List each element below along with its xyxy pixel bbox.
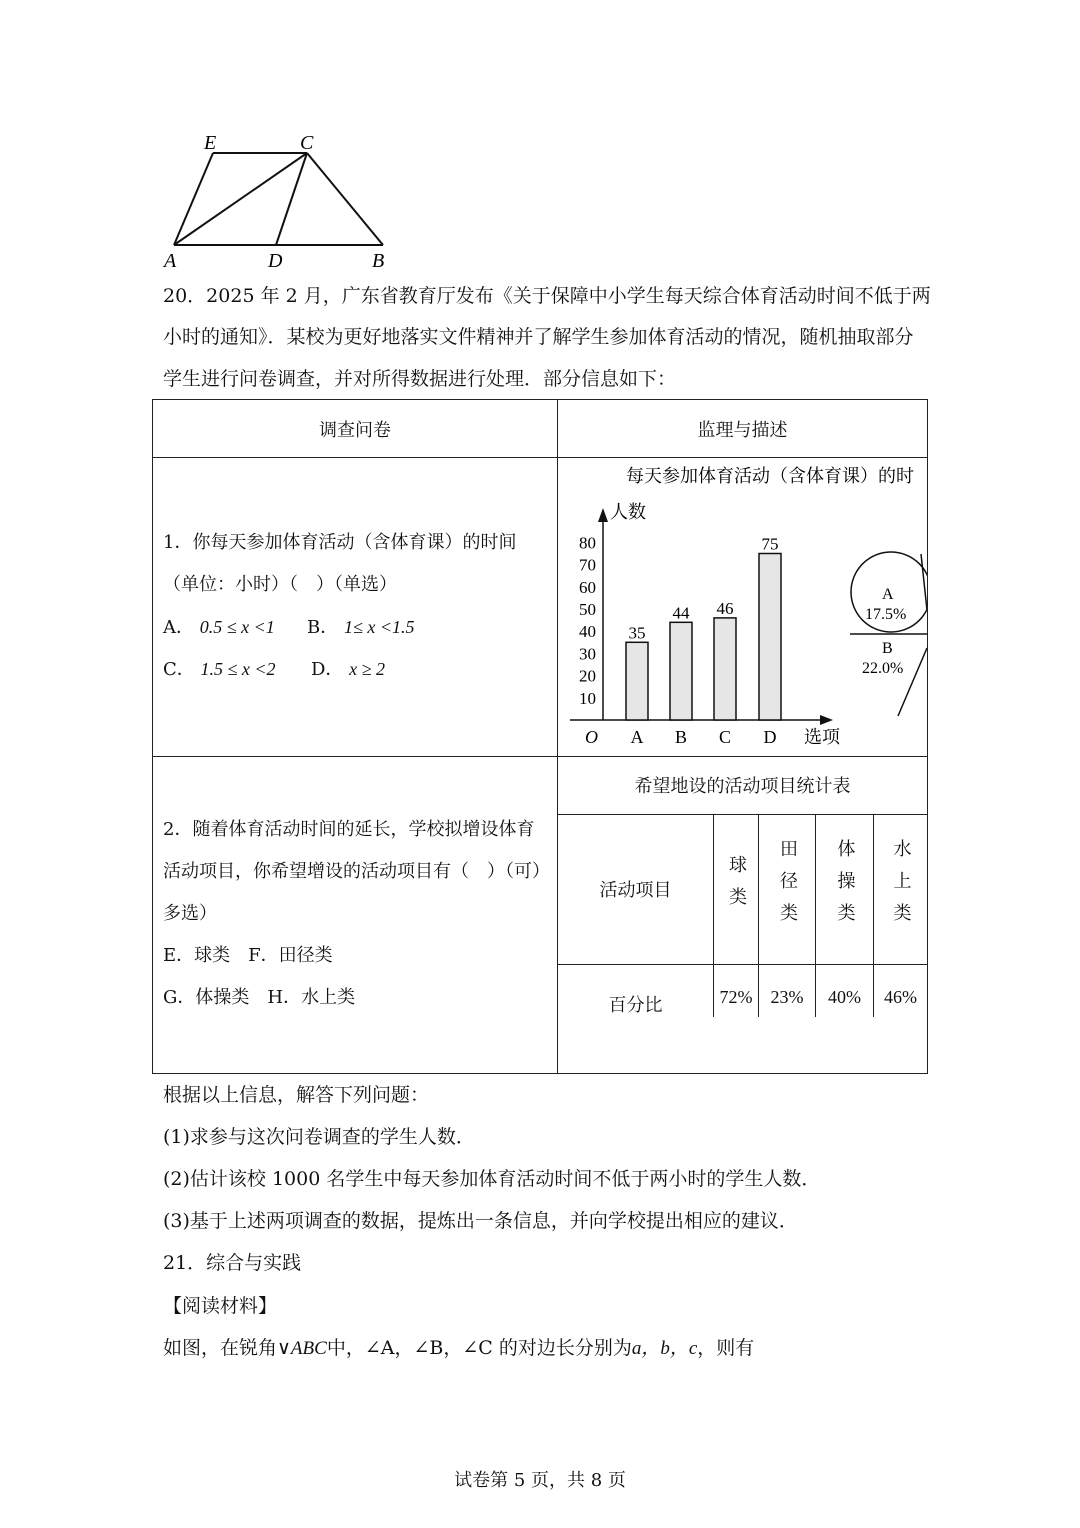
answers-part-3: (3)基于上述两项调查的数据，提炼出一条信息，并向学校提出相应的建议． <box>163 1210 798 1232</box>
segment-cd <box>276 153 307 245</box>
bar-chart <box>558 458 927 756</box>
q2-line-4: E．球类 F．田径类 <box>163 945 333 966</box>
q2-line-1: 2．随着体育活动时间的延长，学校拟增设体育 <box>163 819 535 840</box>
stat-table-cell <box>558 757 928 1074</box>
q1-option-b-expr: 1≤ x <1.5 <box>343 617 415 637</box>
label-a: A <box>164 250 177 272</box>
bar-value-label: 44 <box>672 603 690 623</box>
q21-triangle: ∨ABC <box>277 1338 327 1359</box>
pie-chart <box>850 552 927 716</box>
x-tick-label: A <box>630 727 644 747</box>
y-tick-label: 10 <box>579 688 596 708</box>
q1-option-b-label: B． <box>307 617 339 638</box>
q1-option-a-expr: 0.5 ≤ x <1 <box>199 617 275 637</box>
q21-vars: a，b，c <box>631 1338 698 1359</box>
bar-value-label: 35 <box>628 623 646 643</box>
col1-header: 调查问卷 <box>153 400 558 458</box>
label-c: C <box>300 132 314 154</box>
q20-line-1: 20．2025 年 2 月，广东省教育厅发布《关于保障中小学生每天综合体育活动时间不低于两 <box>163 285 931 307</box>
bar-value-label: 75 <box>761 534 779 554</box>
page-footer: 试卷第 5 页，共 8 页 <box>454 1470 626 1491</box>
stat-row2-label: 百分比 <box>558 964 714 1017</box>
chart-cell <box>558 458 928 757</box>
pie-label-b: B <box>882 640 893 657</box>
bar-d <box>759 554 781 721</box>
y-tick-label: 30 <box>579 644 596 664</box>
label-e: E <box>204 132 217 154</box>
y-tick-label: 20 <box>579 666 596 686</box>
question1-cell <box>153 458 558 757</box>
y-tick-label: 60 <box>579 577 596 597</box>
bar-a <box>626 642 648 720</box>
y-tick-label: 70 <box>579 555 596 575</box>
q2-line-3: 多选） <box>163 903 217 924</box>
x-axis-label: 选项 <box>804 727 840 747</box>
label-b: B <box>372 250 385 272</box>
item-ball: 球类 <box>726 854 747 919</box>
answers-part-2: (2)估计该校 1000 名学生中每天参加体育活动时间不低于两小时的学生人数． <box>163 1168 821 1190</box>
bar-value-label: 46 <box>716 598 734 618</box>
q21-title: 21．综合与实践 <box>163 1252 302 1274</box>
y-tick-label: 50 <box>579 600 596 619</box>
percent-gymnastics: 40% <box>816 964 874 1017</box>
item-gymnastics: 体操类 <box>834 838 856 935</box>
x-tick-label: C <box>718 727 732 747</box>
q1-option-a-label: A． <box>163 617 194 638</box>
q20-line-3: 学生进行问卷调查，并对所得数据进行处理．部分信息如下： <box>163 368 677 390</box>
pie-divider-bottom <box>898 648 927 716</box>
item-track-field: 田径类 <box>777 838 798 935</box>
geometry-figure <box>150 125 410 275</box>
q2-line-2: 活动项目，你希望增设的活动项目有（ ）（可） <box>163 861 550 882</box>
y-axis-arrow <box>598 508 608 522</box>
stat-table-title: 希望地设的活动项目统计表 <box>558 757 927 814</box>
x-axis-arrow <box>820 715 833 725</box>
bar-c <box>714 618 736 720</box>
q21-text-part-2: 中，∠A，∠B，∠C 的对边长分别为 <box>326 1337 632 1359</box>
q1-option-c-expr: 1.5 ≤ x <2 <box>200 659 276 679</box>
answers-part-1: (1)求参与这次问卷调查的学生人数． <box>163 1126 475 1148</box>
segment-cb <box>307 153 383 245</box>
stat-row1-label: 活动项目 <box>558 814 714 964</box>
pie-label-a: A <box>882 586 894 603</box>
chart-title: 每天参加体育活动（含体育课）的时 <box>626 466 914 486</box>
y-tick-label: 40 <box>579 622 596 642</box>
label-d: D <box>268 250 283 272</box>
question2-cell <box>153 757 558 1074</box>
q1-option-c-label: C． <box>163 659 195 680</box>
bar-b <box>670 622 692 720</box>
survey-table <box>152 399 928 1074</box>
q2-line-5: G．体操类 H．水上类 <box>163 987 356 1008</box>
y-axis-label: 人数 <box>610 502 646 522</box>
pie-percent-a: 17.5% <box>865 606 907 623</box>
q1-option-d-expr: x ≥ 2 <box>349 659 386 679</box>
q21-section: 【阅读材料】 <box>163 1295 278 1317</box>
percent-track-field: 23% <box>759 964 816 1017</box>
y-tick-label: 80 <box>579 533 596 553</box>
item-water: 水上类 <box>890 838 912 935</box>
q21-text-part-3: ，则有 <box>697 1337 755 1359</box>
q1-line-1: 1．你每天参加体育活动（含体育课）的时间 <box>163 532 517 553</box>
answers-intro: 根据以上信息，解答下列问题： <box>163 1084 430 1106</box>
percent-water: 46% <box>874 964 928 1017</box>
pie-divider-top <box>921 554 927 610</box>
q21-text <box>163 1335 754 1362</box>
q1-line-2: （单位：小时）（ ）（单选） <box>163 574 397 595</box>
x-tick-label: D <box>763 727 777 747</box>
col2-header: 监理与描述 <box>558 400 928 458</box>
q20-line-2: 小时的通知》．某校为更好地落实文件精神并了解学生参加体育活动的情况，随机抽取部分 <box>163 326 914 348</box>
x-tick-label: B <box>674 727 688 747</box>
percent-ball: 72% <box>714 964 759 1017</box>
q21-text-part-1: 如图，在锐角 <box>163 1337 278 1359</box>
q1-option-d-label: D． <box>311 659 344 680</box>
stat-table <box>558 757 927 1017</box>
pie-percent-b: 22.0% <box>862 660 904 677</box>
origin-label: O <box>585 727 598 747</box>
